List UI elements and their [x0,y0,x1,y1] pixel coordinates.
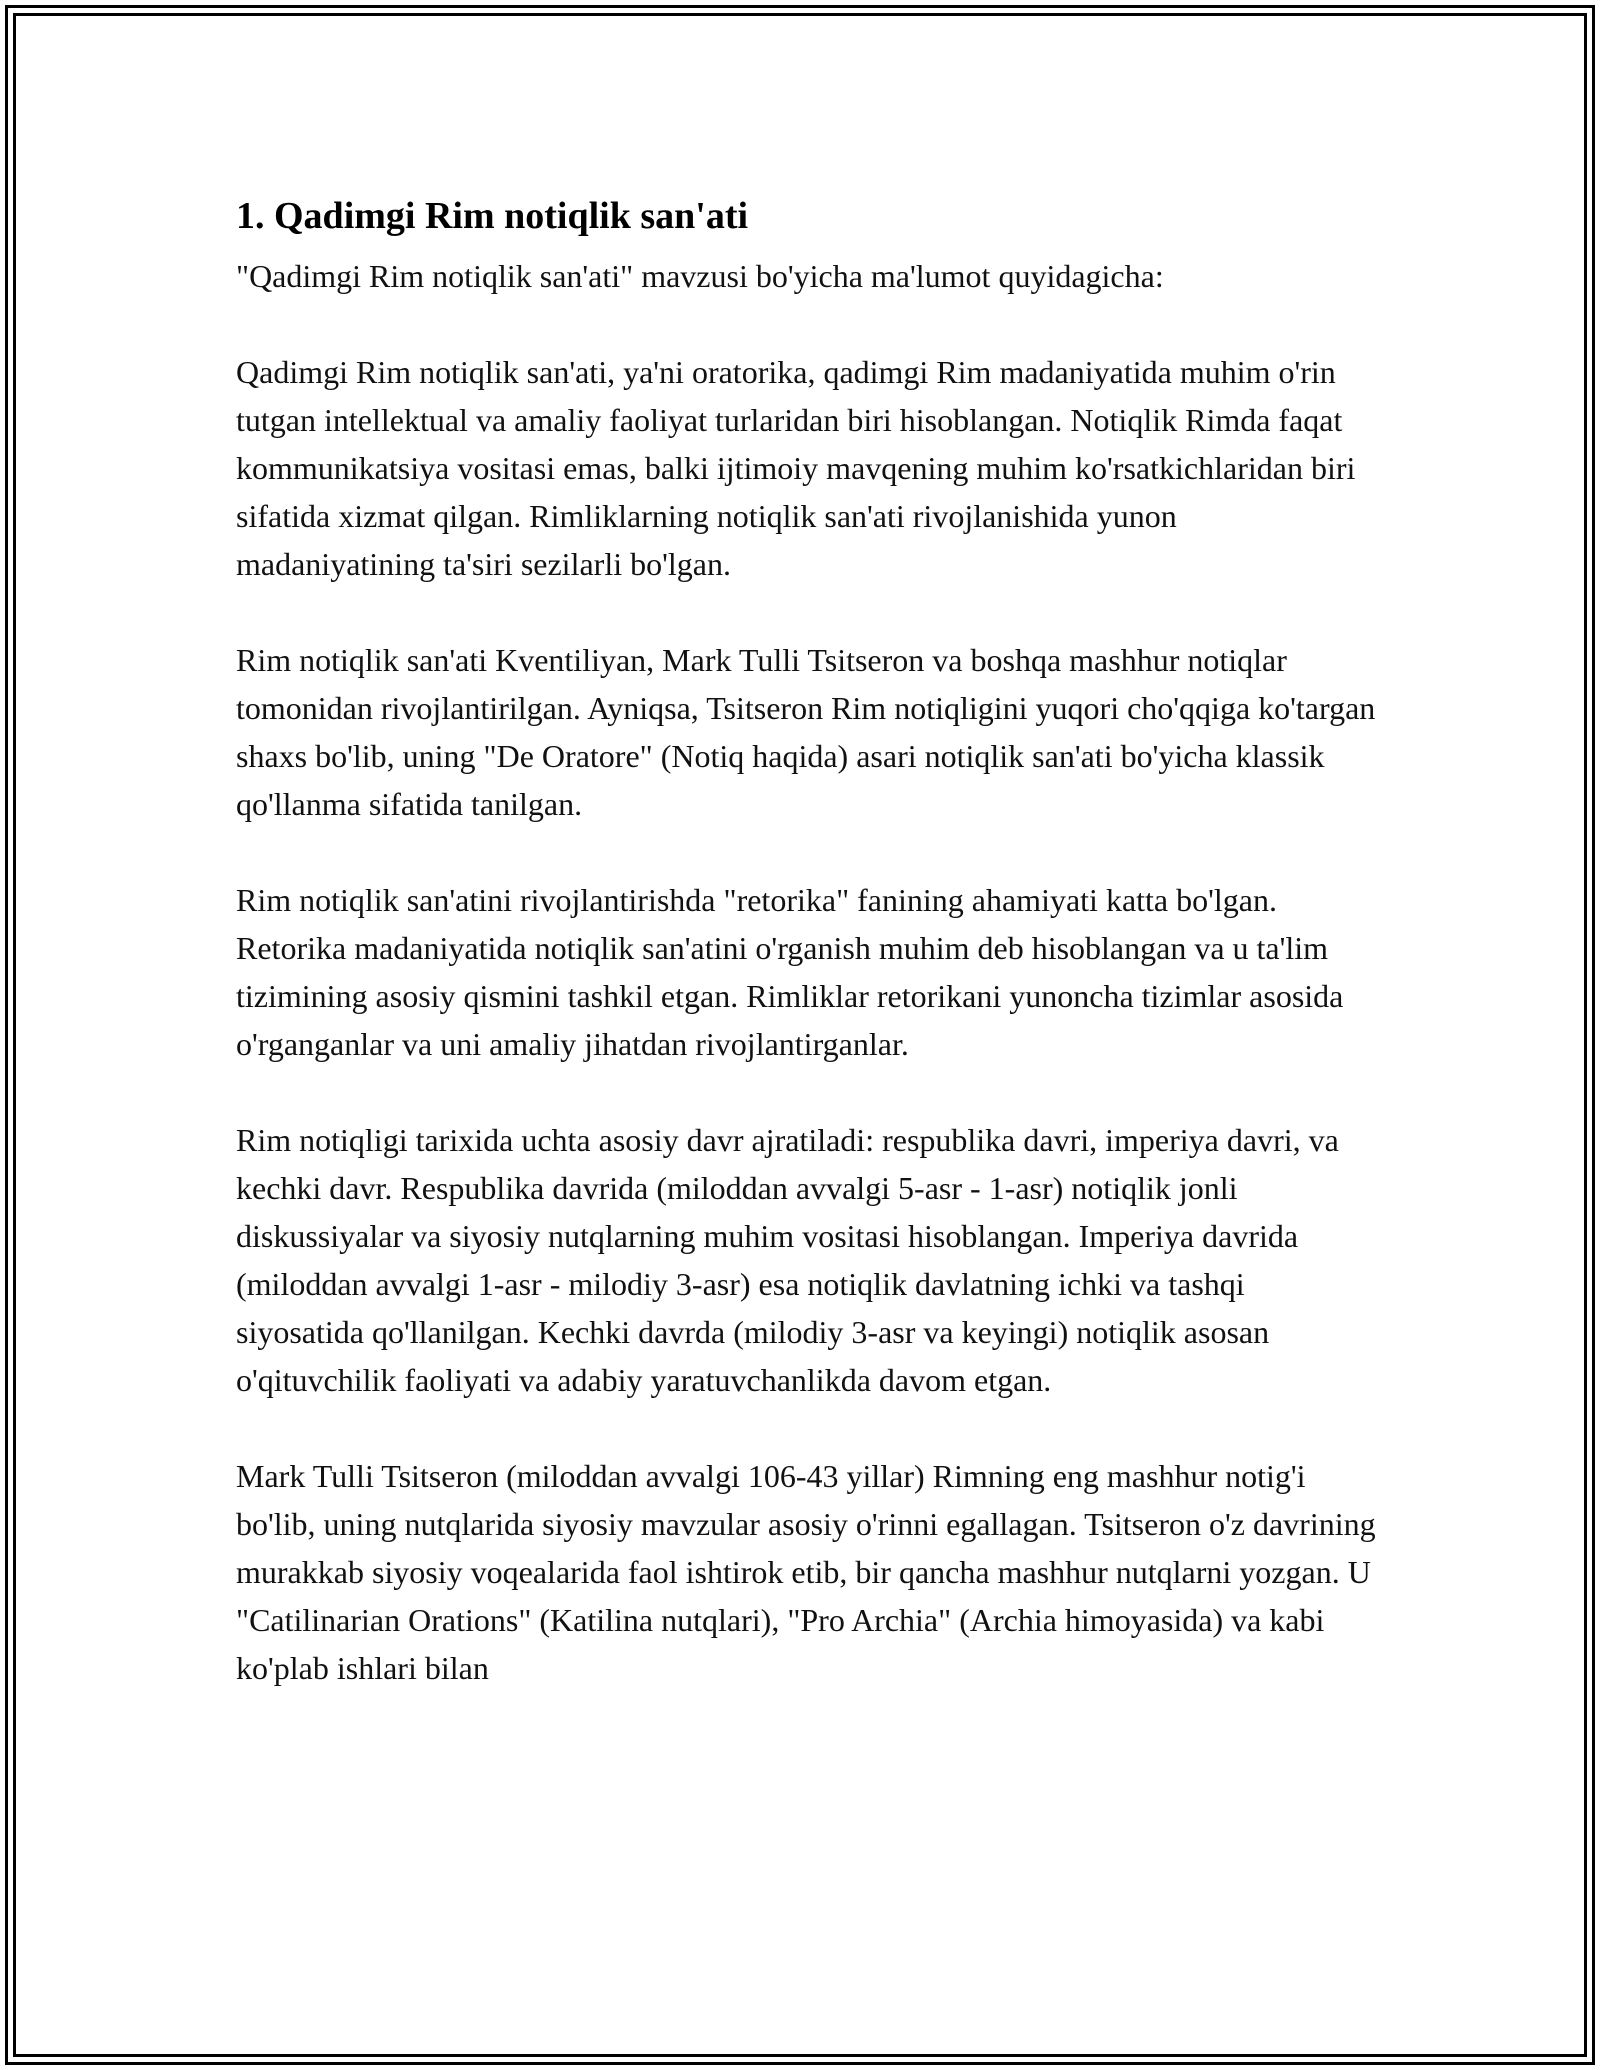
body-paragraph: Rim notiqlik san'atini rivojlantirishda "retorika" fanining ahamiyati katta bo'lgan. Retorika madaniyatida notiqlik san'atini o'rganish muhim deb hisoblangan va u ta'lim tizimining asosiy qismini tashkil etgan. Rimliklar retorikani yunoncha tizimlar asosida o'rganganlar va uni amaliy jihatdan rivojlantirganlar. [236,882,1344,1062]
intro-paragraph: "Qadimgi Rim notiqlik san'ati" mavzusi bo'yicha ma'lumot quyidagicha: [236,258,1164,294]
body-paragraph: Qadimgi Rim notiqlik san'ati, ya'ni oratorika, qadimgi Rim madaniyatida muhim o'rin tutgan intellektual va amaliy faoliyat turlaridan biri hisoblangan. Notiqlik Rimda faqat kommunikatsiya vositasi emas, balki ijtimoiy mavqening muhim ko'rsatkichlaridan biri sifatida xizmat qilgan. Rimliklarning notiqlik san'ati rivojlanishida yunon madaniyatining ta'siri sezilarli bo'lgan. [236,354,1356,582]
body-paragraph: Rim notiqlik san'ati Kventiliyan, Mark Tulli Tsitseron va boshqa mashhur notiqlar tomonidan rivojlantirilgan. Ayniqsa, Tsitseron Rim notiqligini yuqori cho'qqiga ko'targan shaxs bo'lib, uning "De Oratore" (Notiq haqida) asari notiqlik san'ati bo'yicha klassik qo'llanma sifatida tanilgan. [236,642,1376,822]
body-paragraph: Mark Tulli Tsitseron (miloddan avvalgi 106-43 yillar) Rimning eng mashhur notig'i bo'lib, uning nutqlarida siyosiy mavzular asosiy o'rinni egallagan. Tsitseron o'z davrining murakkab siyosiy voqealarida faol ishtirok etib, bir qancha mashhur nutqlarni yozgan. U "Catilinarian Orations" (Katilina nutqlari), "Pro Archia" (Archia himoyasida) va kabi ko'plab ishlari bilan [236,1458,1376,1686]
section-heading: 1. Qadimgi Rim notiqlik san'ati [236,195,749,237]
body-paragraph: Rim notiqligi tarixida uchta asosiy davr ajratiladi: respublika davri, imperiya davri, va kechki davr. Respublika davrida (miloddan avvalgi 5-asr - 1-asr) notiqlik jonli diskussiyalar va siyosiy nutqlarning muhim vositasi hisoblangan. Imperiya davrida (miloddan avvalgi 1-asr - milodiy 3-asr) esa notiqlik davlatning ichki va tashqi siyosatida qo'llanilgan. Kechki davrda (milodiy 3-asr va keyingi) notiqlik asosan o'qituvchilik faoliyati va adabiy yaratuvchanlikda davom etgan. [236,1122,1339,1398]
document-body [236,180,1376,1740]
